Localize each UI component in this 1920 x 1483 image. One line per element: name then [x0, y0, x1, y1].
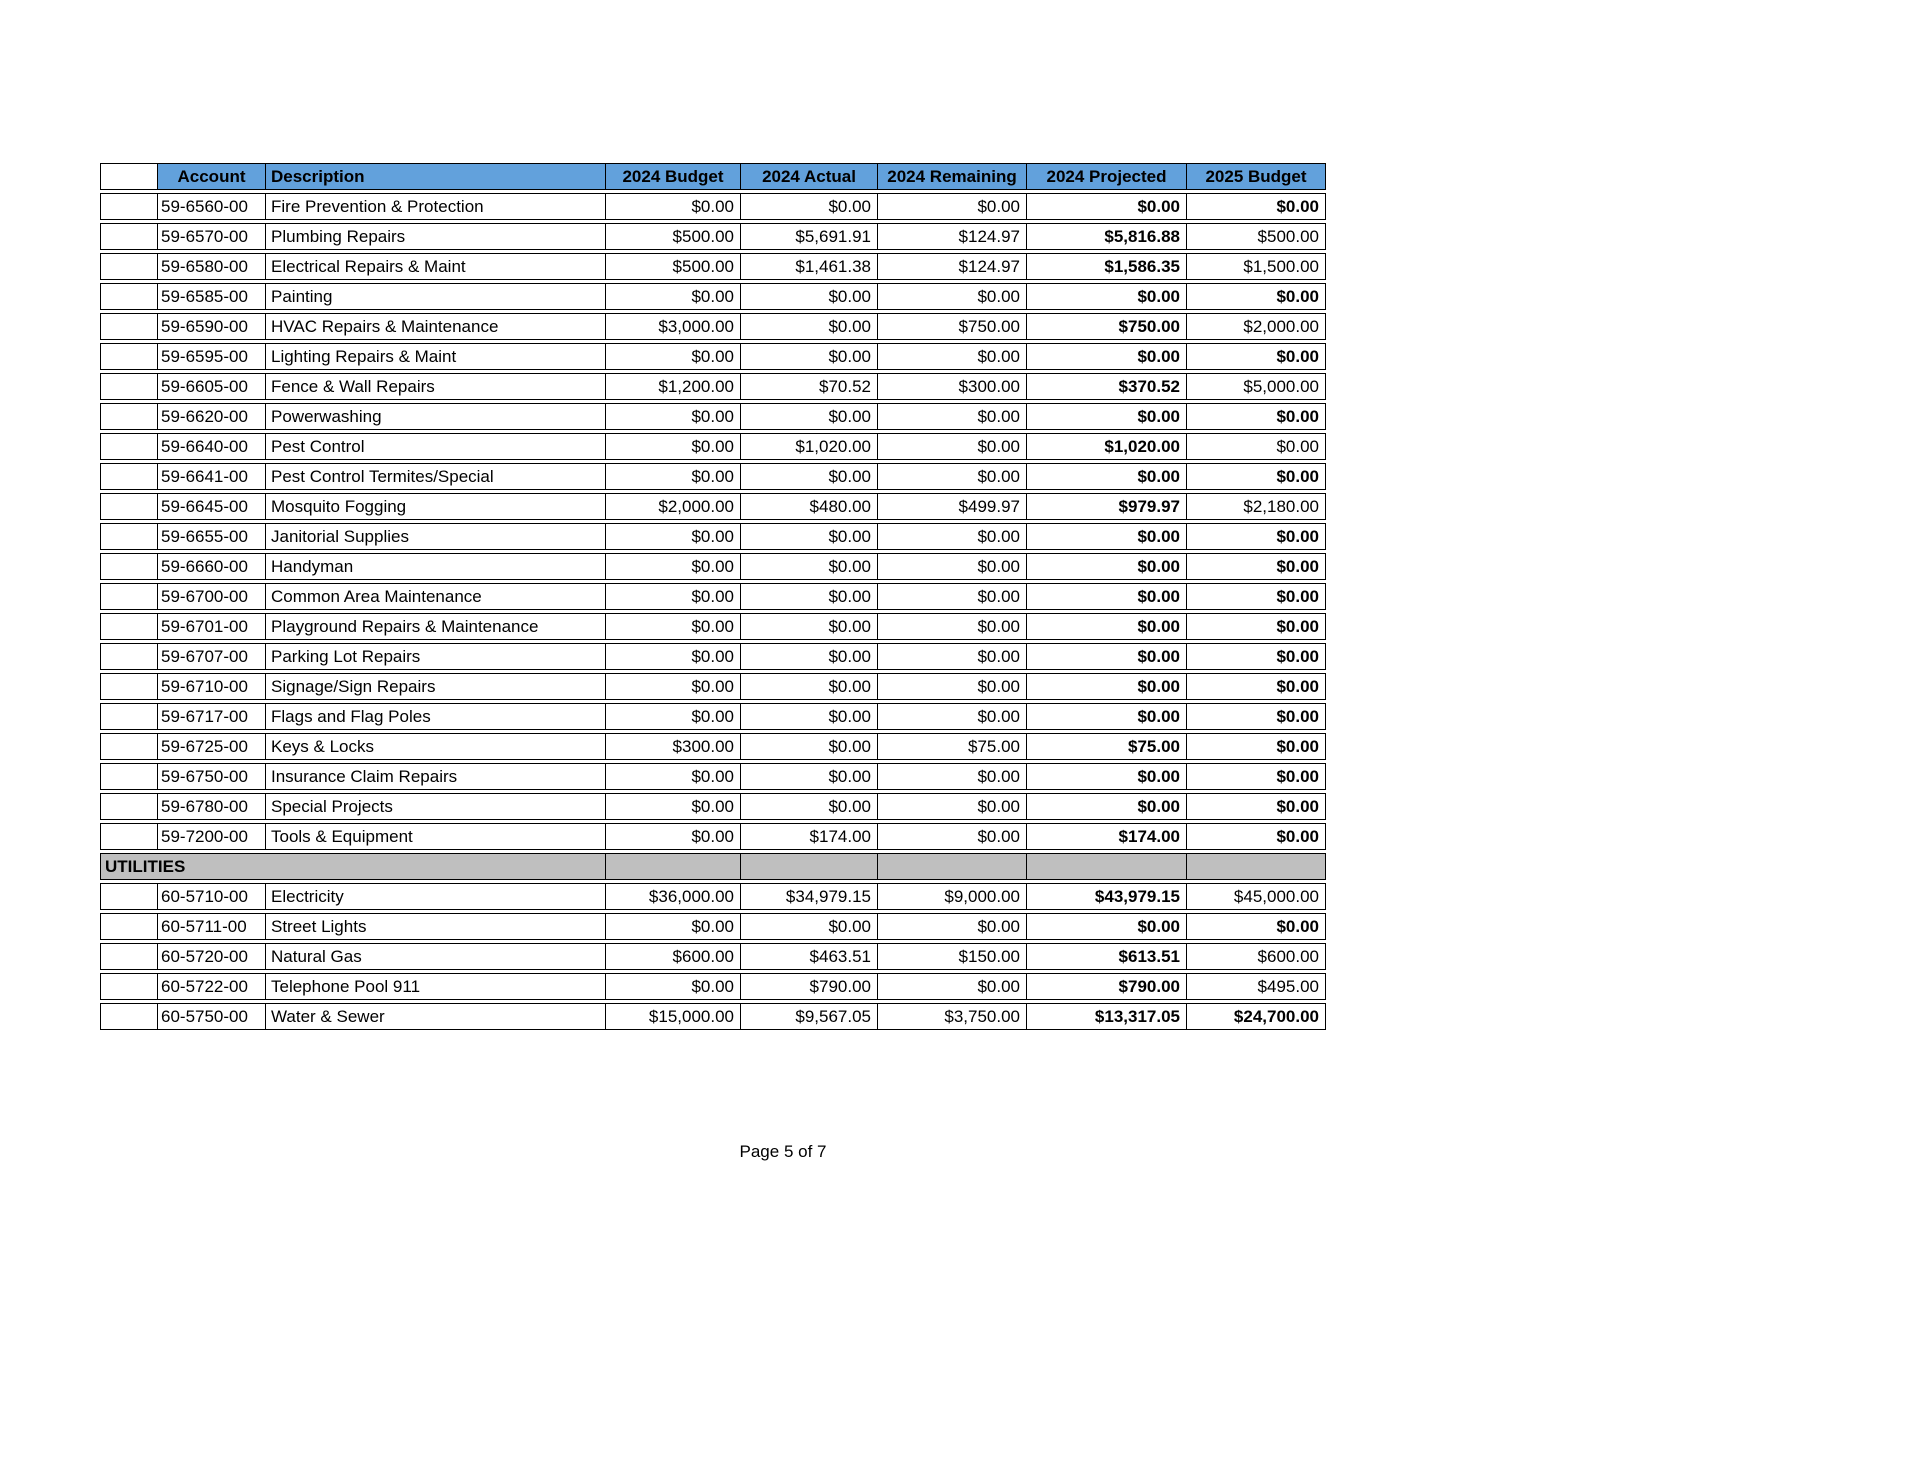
projected-2024-cell: $0.00 [1026, 343, 1186, 370]
projected-2024-cell: $0.00 [1026, 283, 1186, 310]
table-row [100, 343, 1326, 370]
row-indent-cell [100, 523, 157, 550]
table-row [100, 463, 1326, 490]
header-2025-budget: 2025 Budget [1186, 163, 1326, 190]
table-row [100, 643, 1326, 670]
row-indent-cell [100, 583, 157, 610]
budget-2025-cell: $0.00 [1186, 343, 1326, 370]
projected-2024-cell: $790.00 [1026, 973, 1186, 1000]
remaining-2024-cell: $124.97 [877, 253, 1026, 280]
remaining-2024-cell: $0.00 [877, 463, 1026, 490]
projected-2024-cell: $0.00 [1026, 673, 1186, 700]
account-cell: 59-6560-00 [157, 193, 265, 220]
remaining-2024-cell: $0.00 [877, 403, 1026, 430]
row-indent-cell [100, 1003, 157, 1030]
budget-2025-cell: $0.00 [1186, 913, 1326, 940]
table-row [100, 1003, 1326, 1030]
row-indent-cell [100, 973, 157, 1000]
account-cell: 59-6585-00 [157, 283, 265, 310]
budget-2025-cell: $0.00 [1186, 193, 1326, 220]
budget-2025-cell: $600.00 [1186, 943, 1326, 970]
budget-table-body [100, 193, 1326, 1030]
account-cell: 59-6605-00 [157, 373, 265, 400]
budget-2024-cell: $0.00 [605, 403, 740, 430]
row-indent-cell [100, 763, 157, 790]
table-row [100, 433, 1326, 460]
budget-2024-cell: $0.00 [605, 913, 740, 940]
description-cell: Parking Lot Repairs [265, 643, 605, 670]
actual-2024-cell: $9,567.05 [740, 1003, 877, 1030]
account-cell: 59-6750-00 [157, 763, 265, 790]
projected-2024-cell: $174.00 [1026, 823, 1186, 850]
section-label: UTILITIES [100, 853, 605, 880]
description-cell: Fire Prevention & Protection [265, 193, 605, 220]
description-cell: Painting [265, 283, 605, 310]
actual-2024-cell: $790.00 [740, 973, 877, 1000]
description-cell: Powerwashing [265, 403, 605, 430]
budget-2024-cell: $0.00 [605, 823, 740, 850]
account-cell: 59-6707-00 [157, 643, 265, 670]
table-row [100, 373, 1326, 400]
budget-2024-cell: $0.00 [605, 613, 740, 640]
budget-2024-cell: $2,000.00 [605, 493, 740, 520]
remaining-2024-cell: $0.00 [877, 643, 1026, 670]
budget-2025-cell: $0.00 [1186, 553, 1326, 580]
budget-2024-cell: $15,000.00 [605, 1003, 740, 1030]
table-row [100, 553, 1326, 580]
projected-2024-cell: $0.00 [1026, 913, 1186, 940]
account-cell: 60-5750-00 [157, 1003, 265, 1030]
projected-2024-cell: $0.00 [1026, 763, 1186, 790]
table-row [100, 313, 1326, 340]
description-cell: Pest Control [265, 433, 605, 460]
budget-2025-cell: $2,000.00 [1186, 313, 1326, 340]
account-cell: 59-6655-00 [157, 523, 265, 550]
budget-2024-cell: $0.00 [605, 523, 740, 550]
account-cell: 59-6710-00 [157, 673, 265, 700]
table-row [100, 943, 1326, 970]
budget-2024-cell: $36,000.00 [605, 883, 740, 910]
table-header-row [100, 163, 1326, 190]
budget-2024-cell: $0.00 [605, 793, 740, 820]
page-footer: Page 5 of 7 [739, 1142, 827, 1161]
remaining-2024-cell: $9,000.00 [877, 883, 1026, 910]
table-row [100, 913, 1326, 940]
account-cell: 60-5722-00 [157, 973, 265, 1000]
budget-2025-cell: $2,180.00 [1186, 493, 1326, 520]
actual-2024-cell: $174.00 [740, 823, 877, 850]
projected-2024-cell: $43,979.15 [1026, 883, 1186, 910]
account-cell: 59-6590-00 [157, 313, 265, 340]
projected-2024-cell: $613.51 [1026, 943, 1186, 970]
budget-2024-cell: $300.00 [605, 733, 740, 760]
table-row [100, 823, 1326, 850]
account-cell: 59-6701-00 [157, 613, 265, 640]
table-row [100, 223, 1326, 250]
budget-2024-cell: $0.00 [605, 193, 740, 220]
actual-2024-cell: $0.00 [740, 283, 877, 310]
projected-2024-cell: $750.00 [1026, 313, 1186, 340]
remaining-2024-cell: $0.00 [877, 913, 1026, 940]
actual-2024-cell: $34,979.15 [740, 883, 877, 910]
row-indent-cell [100, 283, 157, 310]
description-cell: Insurance Claim Repairs [265, 763, 605, 790]
projected-2024-cell: $0.00 [1026, 793, 1186, 820]
actual-2024-cell: $0.00 [740, 673, 877, 700]
budget-2025-cell: $0.00 [1186, 673, 1326, 700]
projected-2024-cell: $979.97 [1026, 493, 1186, 520]
account-cell: 59-6641-00 [157, 463, 265, 490]
row-indent-cell [100, 613, 157, 640]
remaining-2024-cell: $0.00 [877, 283, 1026, 310]
actual-2024-cell: $463.51 [740, 943, 877, 970]
projected-2024-cell: $1,586.35 [1026, 253, 1186, 280]
row-indent-cell [100, 373, 157, 400]
remaining-2024-cell: $0.00 [877, 583, 1026, 610]
remaining-2024-cell: $300.00 [877, 373, 1026, 400]
budget-2024-cell: $0.00 [605, 343, 740, 370]
budget-2024-cell: $0.00 [605, 463, 740, 490]
table-row [100, 973, 1326, 1000]
table-row [100, 283, 1326, 310]
budget-2024-cell: $0.00 [605, 973, 740, 1000]
description-cell: Common Area Maintenance [265, 583, 605, 610]
remaining-2024-cell: $0.00 [877, 553, 1026, 580]
table-row [100, 673, 1326, 700]
actual-2024-cell: $0.00 [740, 733, 877, 760]
budget-2024-cell: $500.00 [605, 253, 740, 280]
description-cell: Plumbing Repairs [265, 223, 605, 250]
budget-2025-cell: $45,000.00 [1186, 883, 1326, 910]
budget-2024-cell: $600.00 [605, 943, 740, 970]
remaining-2024-cell: $0.00 [877, 193, 1026, 220]
header-2024-actual: 2024 Actual [740, 163, 877, 190]
header-2024-remaining: 2024 Remaining [877, 163, 1026, 190]
budget-2024-cell: $3,000.00 [605, 313, 740, 340]
header-2024-budget: 2024 Budget [605, 163, 740, 190]
remaining-2024-cell: $0.00 [877, 343, 1026, 370]
remaining-2024-cell: $75.00 [877, 733, 1026, 760]
table-row [100, 523, 1326, 550]
description-cell: Lighting Repairs & Maint [265, 343, 605, 370]
row-indent-cell [100, 193, 157, 220]
budget-2024-cell: $0.00 [605, 703, 740, 730]
row-indent-cell [100, 673, 157, 700]
budget-2025-cell: $0.00 [1186, 403, 1326, 430]
actual-2024-cell: $0.00 [740, 703, 877, 730]
budget-2024-cell: $0.00 [605, 433, 740, 460]
remaining-2024-cell: $3,750.00 [877, 1003, 1026, 1030]
account-cell: 60-5710-00 [157, 883, 265, 910]
budget-2025-cell: $0.00 [1186, 433, 1326, 460]
description-cell: Keys & Locks [265, 733, 605, 760]
account-cell: 59-6700-00 [157, 583, 265, 610]
remaining-2024-cell: $124.97 [877, 223, 1026, 250]
description-cell: Water & Sewer [265, 1003, 605, 1030]
remaining-2024-cell: $150.00 [877, 943, 1026, 970]
table-row [100, 883, 1326, 910]
budget-2025-cell: $0.00 [1186, 523, 1326, 550]
projected-2024-cell: $0.00 [1026, 463, 1186, 490]
account-cell: 59-6780-00 [157, 793, 265, 820]
remaining-2024-cell: $0.00 [877, 613, 1026, 640]
section-cell [740, 853, 877, 880]
section-row [100, 853, 1326, 880]
table-row [100, 733, 1326, 760]
account-cell: 59-6660-00 [157, 553, 265, 580]
actual-2024-cell: $0.00 [740, 313, 877, 340]
account-cell: 59-6595-00 [157, 343, 265, 370]
description-cell: Pest Control Termites/Special [265, 463, 605, 490]
description-cell: Fence & Wall Repairs [265, 373, 605, 400]
row-indent-cell [100, 883, 157, 910]
remaining-2024-cell: $0.00 [877, 703, 1026, 730]
description-cell: Electrical Repairs & Maint [265, 253, 605, 280]
row-indent-cell [100, 313, 157, 340]
budget-2025-cell: $0.00 [1186, 763, 1326, 790]
remaining-2024-cell: $750.00 [877, 313, 1026, 340]
row-indent-cell [100, 733, 157, 760]
budget-2024-cell: $0.00 [605, 643, 740, 670]
actual-2024-cell: $0.00 [740, 613, 877, 640]
budget-2025-cell: $0.00 [1186, 823, 1326, 850]
actual-2024-cell: $480.00 [740, 493, 877, 520]
account-cell: 59-6725-00 [157, 733, 265, 760]
projected-2024-cell: $0.00 [1026, 523, 1186, 550]
budget-2025-cell: $1,500.00 [1186, 253, 1326, 280]
header-2024-projected: 2024 Projected [1026, 163, 1186, 190]
remaining-2024-cell: $0.00 [877, 793, 1026, 820]
actual-2024-cell: $70.52 [740, 373, 877, 400]
description-cell: Janitorial Supplies [265, 523, 605, 550]
budget-table [100, 160, 1326, 1033]
row-indent-cell [100, 493, 157, 520]
actual-2024-cell: $0.00 [740, 763, 877, 790]
header-description: Description [265, 163, 605, 190]
remaining-2024-cell: $0.00 [877, 973, 1026, 1000]
row-indent-cell [100, 793, 157, 820]
budget-2025-cell: $24,700.00 [1186, 1003, 1326, 1030]
account-cell: 60-5711-00 [157, 913, 265, 940]
budget-2024-cell: $1,200.00 [605, 373, 740, 400]
budget-2024-cell: $0.00 [605, 673, 740, 700]
description-cell: Handyman [265, 553, 605, 580]
budget-2025-cell: $0.00 [1186, 703, 1326, 730]
budget-2024-cell: $500.00 [605, 223, 740, 250]
budget-2024-cell: $0.00 [605, 283, 740, 310]
remaining-2024-cell: $499.97 [877, 493, 1026, 520]
budget-2025-cell: $0.00 [1186, 463, 1326, 490]
budget-2025-cell: $500.00 [1186, 223, 1326, 250]
section-cell [1026, 853, 1186, 880]
remaining-2024-cell: $0.00 [877, 523, 1026, 550]
actual-2024-cell: $1,020.00 [740, 433, 877, 460]
projected-2024-cell: $0.00 [1026, 553, 1186, 580]
account-cell: 59-6620-00 [157, 403, 265, 430]
row-indent-cell [100, 463, 157, 490]
row-indent-cell [100, 433, 157, 460]
row-indent-cell [100, 343, 157, 370]
account-cell: 59-6645-00 [157, 493, 265, 520]
projected-2024-cell: $5,816.88 [1026, 223, 1186, 250]
table-row [100, 583, 1326, 610]
description-cell: Playground Repairs & Maintenance [265, 613, 605, 640]
row-indent-cell [100, 913, 157, 940]
description-cell: HVAC Repairs & Maintenance [265, 313, 605, 340]
budget-2025-cell: $0.00 [1186, 583, 1326, 610]
actual-2024-cell: $0.00 [740, 463, 877, 490]
description-cell: Electricity [265, 883, 605, 910]
remaining-2024-cell: $0.00 [877, 433, 1026, 460]
row-indent-cell [100, 703, 157, 730]
budget-2025-cell: $0.00 [1186, 733, 1326, 760]
projected-2024-cell: $1,020.00 [1026, 433, 1186, 460]
remaining-2024-cell: $0.00 [877, 763, 1026, 790]
actual-2024-cell: $0.00 [740, 193, 877, 220]
account-cell: 59-6717-00 [157, 703, 265, 730]
actual-2024-cell: $0.00 [740, 523, 877, 550]
description-cell: Street Lights [265, 913, 605, 940]
account-cell: 59-6640-00 [157, 433, 265, 460]
description-cell: Flags and Flag Poles [265, 703, 605, 730]
actual-2024-cell: $0.00 [740, 913, 877, 940]
table-row [100, 793, 1326, 820]
section-cell [877, 853, 1026, 880]
budget-2024-cell: $0.00 [605, 553, 740, 580]
remaining-2024-cell: $0.00 [877, 823, 1026, 850]
account-cell: 60-5720-00 [157, 943, 265, 970]
table-row [100, 403, 1326, 430]
description-cell: Special Projects [265, 793, 605, 820]
remaining-2024-cell: $0.00 [877, 673, 1026, 700]
projected-2024-cell: $0.00 [1026, 403, 1186, 430]
actual-2024-cell: $0.00 [740, 343, 877, 370]
account-cell: 59-7200-00 [157, 823, 265, 850]
actual-2024-cell: $5,691.91 [740, 223, 877, 250]
description-cell: Mosquito Fogging [265, 493, 605, 520]
projected-2024-cell: $0.00 [1026, 193, 1186, 220]
projected-2024-cell: $370.52 [1026, 373, 1186, 400]
table-row [100, 763, 1326, 790]
account-cell: 59-6580-00 [157, 253, 265, 280]
budget-2025-cell: $0.00 [1186, 643, 1326, 670]
budget-2025-cell: $0.00 [1186, 283, 1326, 310]
table-row [100, 703, 1326, 730]
budget-2025-cell: $5,000.00 [1186, 373, 1326, 400]
actual-2024-cell: $0.00 [740, 793, 877, 820]
header-account: Account [157, 163, 265, 190]
actual-2024-cell: $0.00 [740, 643, 877, 670]
budget-2025-cell: $0.00 [1186, 793, 1326, 820]
table-row [100, 613, 1326, 640]
row-indent-cell [100, 253, 157, 280]
account-cell: 59-6570-00 [157, 223, 265, 250]
row-indent-cell [100, 643, 157, 670]
section-cell [1186, 853, 1326, 880]
projected-2024-cell: $13,317.05 [1026, 1003, 1186, 1030]
projected-2024-cell: $0.00 [1026, 643, 1186, 670]
table-row [100, 193, 1326, 220]
description-cell: Tools & Equipment [265, 823, 605, 850]
budget-2024-cell: $0.00 [605, 583, 740, 610]
budget-2024-cell: $0.00 [605, 763, 740, 790]
budget-2025-cell: $495.00 [1186, 973, 1326, 1000]
projected-2024-cell: $0.00 [1026, 583, 1186, 610]
budget-2025-cell: $0.00 [1186, 613, 1326, 640]
description-cell: Natural Gas [265, 943, 605, 970]
table-row [100, 493, 1326, 520]
description-cell: Telephone Pool 911 [265, 973, 605, 1000]
table-row [100, 253, 1326, 280]
header-blank-cell [100, 163, 157, 190]
description-cell: Signage/Sign Repairs [265, 673, 605, 700]
row-indent-cell [100, 403, 157, 430]
actual-2024-cell: $0.00 [740, 403, 877, 430]
row-indent-cell [100, 943, 157, 970]
actual-2024-cell: $0.00 [740, 583, 877, 610]
section-cell [605, 853, 740, 880]
projected-2024-cell: $0.00 [1026, 703, 1186, 730]
actual-2024-cell: $1,461.38 [740, 253, 877, 280]
projected-2024-cell: $75.00 [1026, 733, 1186, 760]
row-indent-cell [100, 553, 157, 580]
projected-2024-cell: $0.00 [1026, 613, 1186, 640]
row-indent-cell [100, 223, 157, 250]
actual-2024-cell: $0.00 [740, 553, 877, 580]
row-indent-cell [100, 823, 157, 850]
